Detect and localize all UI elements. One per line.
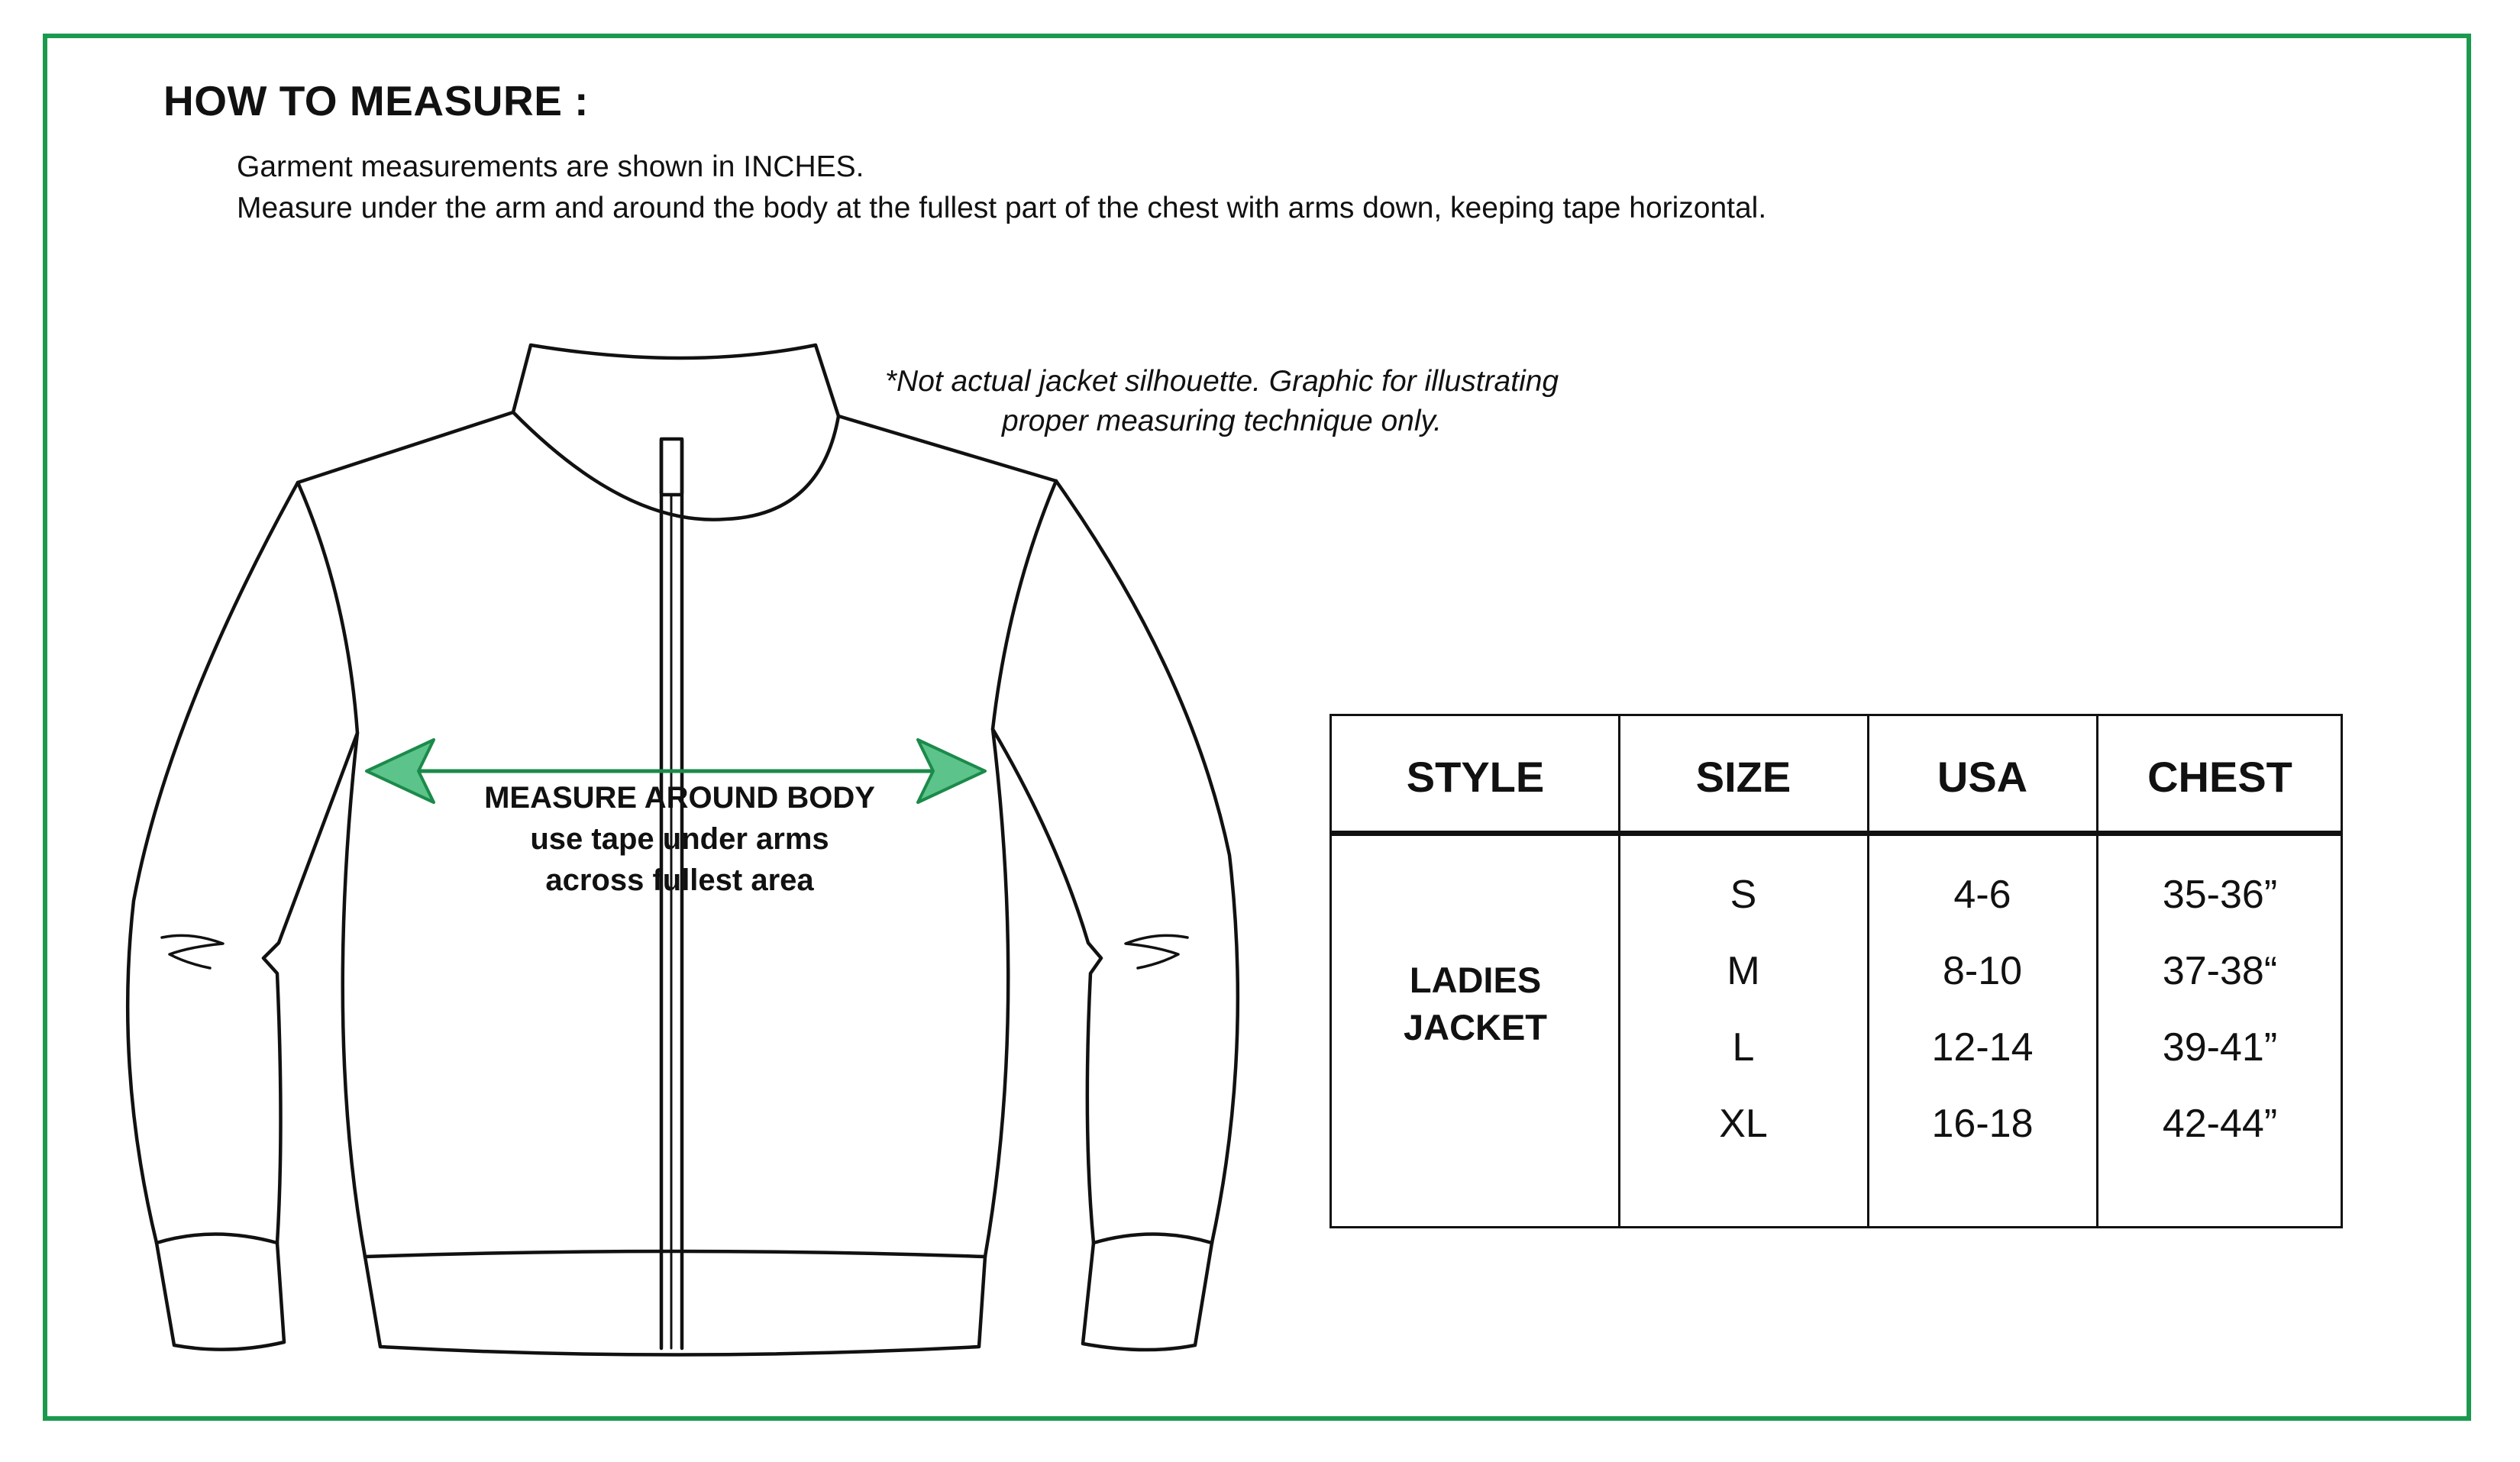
header-usa: USA [1937,753,2028,801]
usa-cell: 8-10 [1942,949,2023,993]
size-cell: S [1730,873,1757,917]
chest-cell: 39-41” [2162,1025,2278,1070]
callout-title: MEASURE AROUND BODY [484,781,875,815]
chest-cell: 37-38“ [2162,949,2278,993]
header-style: STYLE [1406,753,1545,801]
header-chest: CHEST [2147,753,2292,801]
size-chart-table [1329,714,2343,1228]
page-title: HOW TO MEASURE : [163,77,589,124]
style-line: LADIES [1409,960,1542,1000]
header-divider [1332,831,2341,836]
instruction-line-method: Measure under the arm and around the body at the fullest part of the chest with arms down, keeping tape horizontal. [237,192,1767,224]
silhouette-disclaimer [840,362,1604,441]
usa-cell: 16-18 [1931,1102,2034,1146]
disclaimer-line: *Not actual jacket silhouette. Graphic for illustrating [884,365,1559,398]
size-cell: L [1732,1025,1755,1070]
callout-line: use tape under arms [530,822,829,856]
chest-cell: 42-44” [2162,1102,2278,1146]
instruction-line-units: Garment measurements are shown in INCHES. [237,150,864,183]
size-cell: XL [1719,1102,1768,1146]
disclaimer-line: proper measuring technique only. [1002,405,1442,437]
style-cell [1332,957,1619,1051]
measurement-callout [412,777,947,901]
callout-line: across fullest area [545,863,814,897]
usa-cell: 4-6 [1953,873,2011,917]
size-cell: M [1727,949,1760,993]
header-size: SIZE [1695,753,1791,801]
style-line: JACKET [1403,1007,1548,1047]
chest-cell: 35-36” [2162,873,2278,917]
usa-cell: 12-14 [1931,1025,2034,1070]
